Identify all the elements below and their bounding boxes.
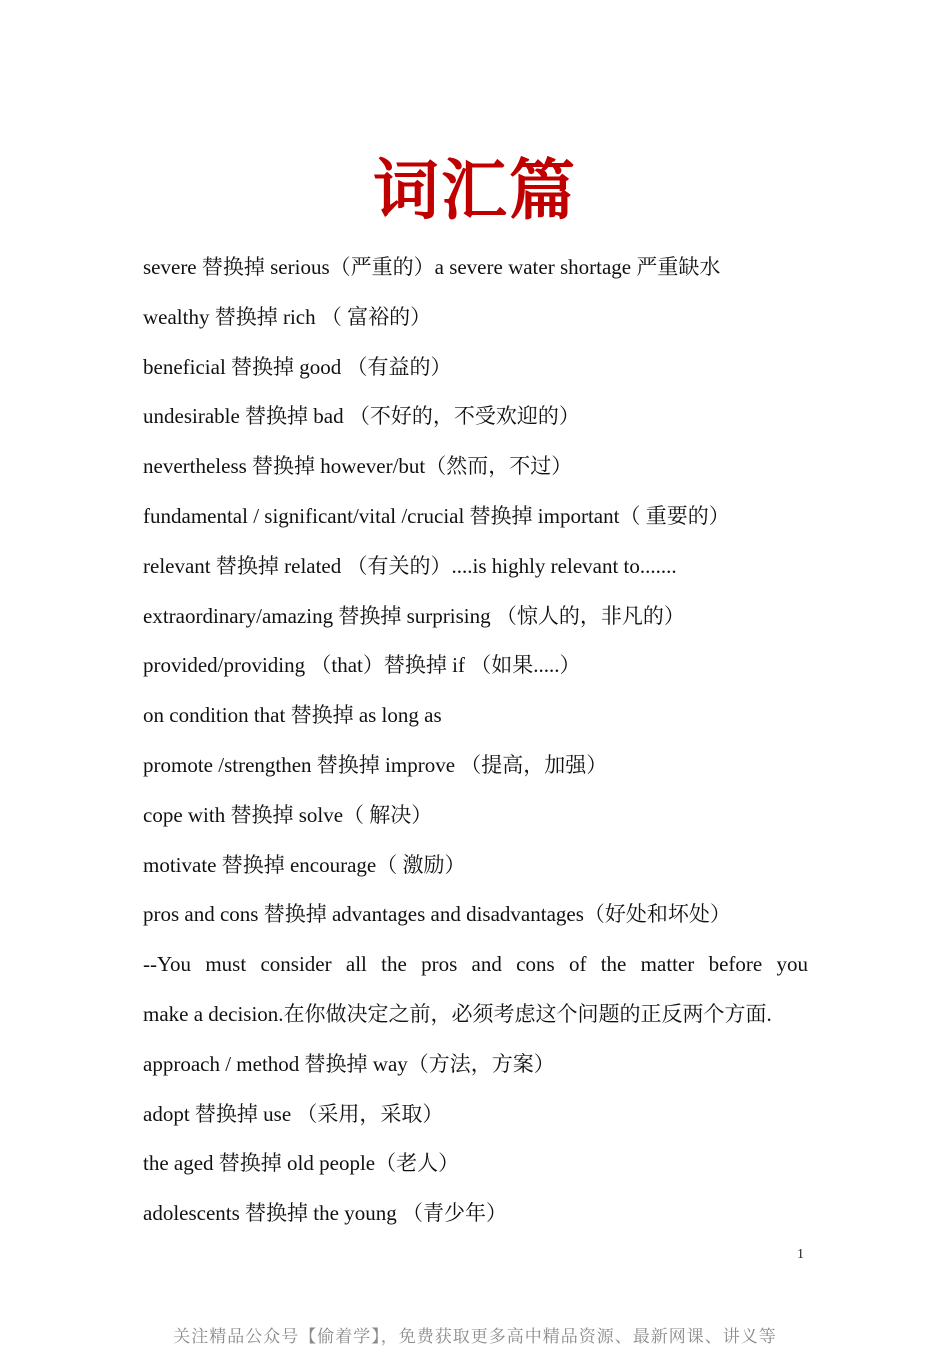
vocab-line: extraordinary/amazing 替换掉 surprising （惊人的，非凡的） (143, 603, 685, 628)
page-number: 1 (797, 1247, 804, 1262)
vocabulary-list (143, 243, 808, 1239)
vocab-line: wealthy 替换掉 rich （ 富裕的） (143, 304, 432, 329)
page-title: 词汇篇 (373, 151, 577, 229)
vocab-line: cope with 替换掉 solve（ 解决） (143, 802, 433, 827)
vocab-line: on condition that 替换掉 as long as (143, 703, 442, 728)
vocab-line: relevant 替换掉 related （有关的）....is highly relevant to....... (143, 553, 677, 578)
vocab-line: undesirable 替换掉 bad （不好的，不受欢迎的） (143, 404, 580, 429)
vocab-line: motivate 替换掉 encourage（ 激励） (143, 852, 466, 877)
example-sentence-translation: make a decision.在你做决定之前，必须考虑这个问题的正反两个方面. (143, 1001, 772, 1026)
vocab-line: promote /strengthen 替换掉 improve （提高，加强） (143, 752, 608, 777)
vocab-line: adolescents 替换掉 the young （青少年） (143, 1201, 507, 1226)
vocab-line: provided/providing （that）替换掉 if （如果.....） (143, 653, 581, 678)
vocab-line: approach / method 替换掉 way（方法，方案） (143, 1051, 555, 1076)
vocab-line: pros and cons 替换掉 advantages and disadvantages（好处和坏处） (143, 902, 731, 927)
footer-banner: 关注精品公众号【偷着学】，免费获取更多高中精品资源、最新网课、讲义等 (173, 1327, 777, 1347)
example-sentence-line: --You must consider all the pros and cons of the matter before you (143, 952, 808, 977)
vocab-line: nevertheless 替换掉 however/but（然而，不过） (143, 454, 573, 479)
vocab-line: severe 替换掉 serious（严重的）a severe water shortage 严重缺水 (143, 255, 721, 279)
vocab-line: adopt 替换掉 use （采用，采取） (143, 1101, 444, 1126)
vocab-line: fundamental / significant/vital /crucial 替换掉 important（ 重要的） (143, 503, 730, 528)
vocab-line: the aged 替换掉 old people（老人） (143, 1151, 460, 1176)
vocab-line: beneficial 替换掉 good （有益的） (143, 354, 452, 379)
